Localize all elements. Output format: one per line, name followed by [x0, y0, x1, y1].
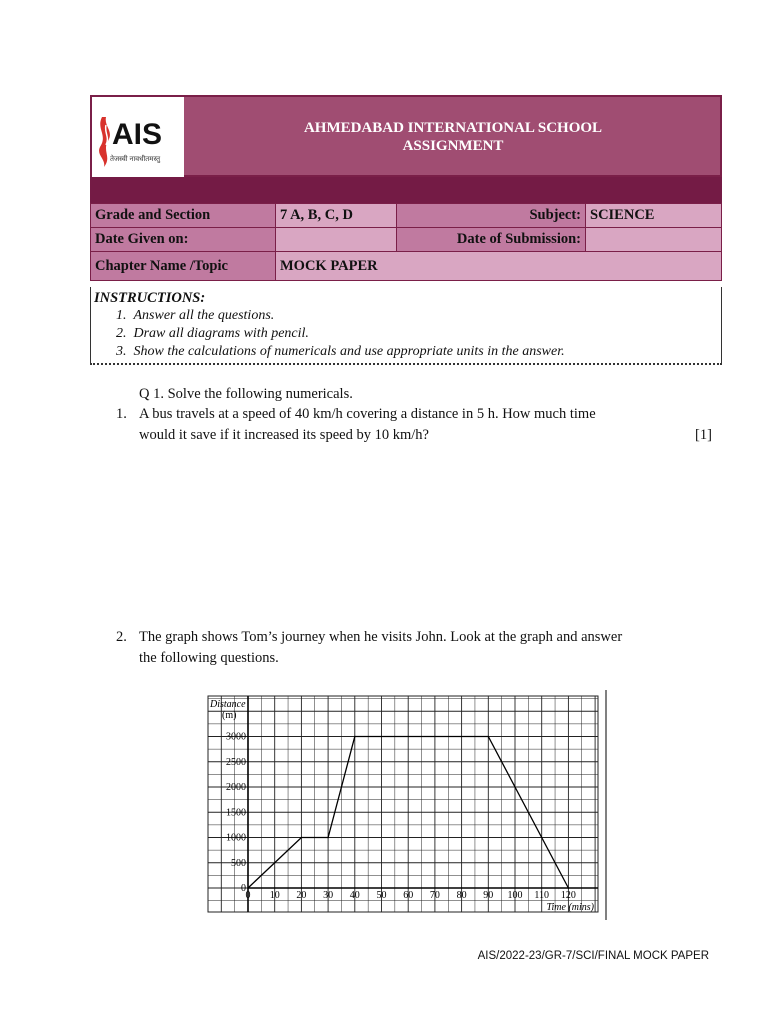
date-given-label: Date Given on:	[91, 228, 276, 252]
subject-label: Subject:	[397, 204, 586, 228]
date-given-value	[276, 228, 397, 252]
y-tick-label: 0	[241, 883, 246, 894]
document-type: ASSIGNMENT	[402, 138, 504, 154]
x-tick-label: 60	[403, 890, 414, 901]
submission-value	[586, 228, 722, 252]
distance-time-graph	[200, 688, 610, 920]
x-tick-label: 120	[560, 890, 576, 901]
y-tick-label: 500	[231, 857, 246, 869]
grade-label: Grade and Section	[91, 204, 276, 228]
chapter-label: Chapter Name /Topic	[91, 252, 276, 281]
data-point	[354, 736, 356, 738]
instruction-item: 2. Draw all diagrams with pencil.	[116, 326, 309, 341]
header-band	[90, 177, 722, 203]
question-text: would it save if it increased its speed by 10 km/h?	[139, 427, 429, 443]
instruction-item: 3. Show the calculations of numericals and use appropriate units in the answer.	[116, 344, 565, 359]
x-tick-label: 80	[456, 890, 467, 901]
table-row	[91, 252, 722, 281]
question-number: 2.	[116, 629, 127, 645]
y-tick-label: 1500	[226, 807, 246, 819]
instruction-item: 1. Answer all the questions.	[116, 308, 275, 323]
question-marks: [1]	[695, 427, 712, 443]
y-axis-label: Distance	[210, 699, 246, 710]
logo-tagline: तेजस्वी नावधीतमस्तु	[110, 156, 161, 163]
instructions-title: INSTRUCTIONS:	[94, 290, 206, 306]
chapter-value: MOCK PAPER	[276, 252, 722, 281]
table-row	[91, 228, 722, 252]
x-tick-label: 110	[534, 890, 550, 901]
y-tick-label: 3000	[226, 731, 246, 743]
x-tick-label: 50	[376, 890, 387, 901]
subject-value: SCIENCE	[586, 204, 722, 228]
x-tick-label: 30	[323, 890, 334, 901]
plot-frame	[208, 696, 598, 912]
x-tick-label: 90	[483, 890, 494, 901]
school-title	[184, 119, 722, 155]
x-tick-label: 0	[245, 890, 251, 901]
y-axis-unit: (m)	[222, 710, 237, 721]
x-tick-label: 40	[349, 890, 360, 901]
submission-label: Date of Submission:	[397, 228, 586, 252]
y-tick-label: 2500	[226, 756, 246, 768]
question-text: the following questions.	[139, 650, 279, 666]
question-number: 1.	[116, 406, 127, 422]
data-point	[488, 736, 490, 738]
question-text: The graph shows Tom’s journey when he visits John. Look at the graph and answer	[139, 629, 623, 645]
table-row	[91, 204, 722, 228]
data-point	[301, 837, 303, 839]
y-tick-label: 2000	[226, 782, 246, 793]
question-text: A bus travels at a speed of 40 km/h covering a distance in 5 h. How much time	[139, 406, 596, 422]
data-point	[568, 887, 570, 889]
data-point	[327, 837, 329, 839]
x-tick-label: 10	[269, 890, 280, 901]
x-tick-label: 100	[507, 890, 523, 901]
logo-text: AIS	[112, 118, 163, 151]
school-name: AHMEDABAD INTERNATIONAL SCHOOL	[303, 120, 603, 136]
q1-heading: Q 1. Solve the following numericals.	[139, 386, 353, 402]
footer-code: AIS/2022-23/GR-7/SCI/FINAL MOCK PAPER	[477, 950, 709, 962]
x-axis-label: Time (mins)	[546, 902, 594, 913]
x-tick-label: 20	[296, 890, 307, 901]
grade-value: 7 A, B, C, D	[276, 204, 397, 228]
x-tick-label: 70	[429, 890, 440, 901]
y-tick-label: 1000	[226, 832, 246, 844]
data-point	[247, 887, 249, 889]
info-table	[90, 203, 722, 281]
